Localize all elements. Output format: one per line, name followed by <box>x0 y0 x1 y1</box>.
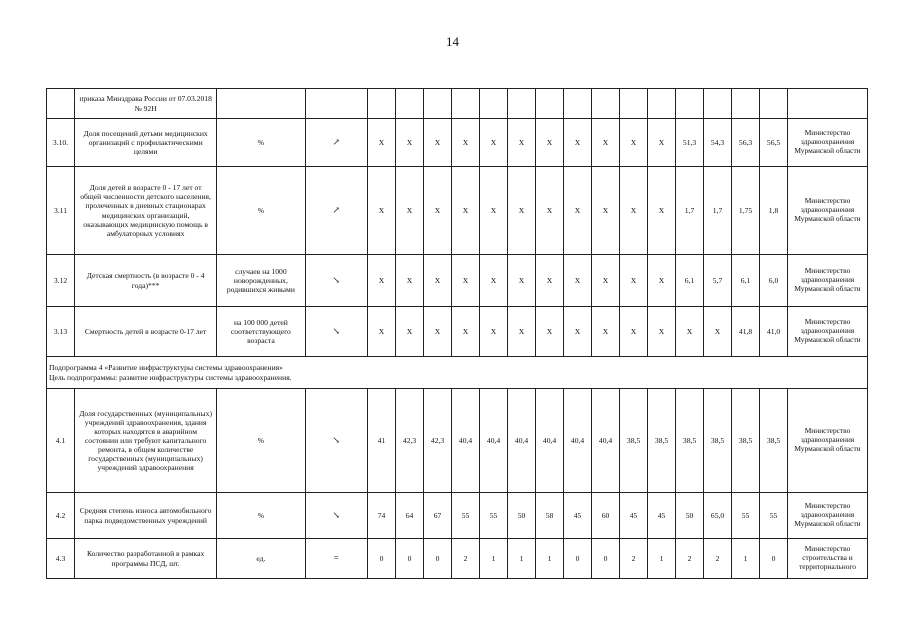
value-cell: X <box>536 255 564 307</box>
value-cell: 56,5 <box>760 119 788 167</box>
empty-cell <box>452 89 480 119</box>
indicator-name-cell: Количество разработанной в рамках программы ПСД, шт. <box>75 539 217 579</box>
table-row <box>47 119 868 167</box>
responsible-cell: Министерство здравоохранения Мурманской области <box>788 307 868 357</box>
responsible-cell: Министерство здравоохранения Мурманской области <box>788 255 868 307</box>
indicator-name-cell: Доля детей в возрасте 0 - 17 лет от общей численности детского населения, пролеченных в дневных стационарах медицинских организаций, оказывающих медицинскую помощь в амбулаторных условиях <box>75 167 217 255</box>
value-cell: X <box>592 255 620 307</box>
empty-cell <box>424 89 452 119</box>
empty-cell <box>508 89 536 119</box>
indicator-name-cell: Доля посещений детьми медицинских организаций с профилактическими целями <box>75 119 217 167</box>
value-cell: X <box>620 119 648 167</box>
value-cell: 45 <box>620 493 648 539</box>
value-cell: 0 <box>564 539 592 579</box>
value-cell: X <box>564 307 592 357</box>
empty-cell <box>788 89 868 119</box>
value-cell: X <box>368 119 396 167</box>
value-cell: X <box>508 255 536 307</box>
unit-cell: % <box>217 119 305 167</box>
value-cell: X <box>620 307 648 357</box>
table-row <box>47 389 868 493</box>
section-row <box>47 357 868 389</box>
value-cell: X <box>536 119 564 167</box>
value-cell: 55 <box>732 493 760 539</box>
indicator-name-cell: Детская смертность (в возрасте 0 - 4 года)*** <box>75 255 217 307</box>
table-row <box>47 539 868 579</box>
value-cell: X <box>536 167 564 255</box>
empty-cell <box>760 89 788 119</box>
trend-arrow-icon: ↘ <box>305 389 367 493</box>
value-cell: X <box>424 307 452 357</box>
value-cell: 38,5 <box>620 389 648 493</box>
subprogram-goal: Цель подпрограммы: развитие инфраструктуры системы здравоохранения. <box>49 372 292 382</box>
empty-cell <box>305 89 367 119</box>
value-cell: X <box>396 119 424 167</box>
table-row <box>47 89 868 119</box>
value-cell: 74 <box>368 493 396 539</box>
value-cell: X <box>452 255 480 307</box>
trend-arrow-icon: ↗ <box>305 119 367 167</box>
indicator-name-cell: Средняя степень износа автомобильного парка подведомственных учреждений <box>75 493 217 539</box>
empty-cell <box>592 89 620 119</box>
value-cell: X <box>396 307 424 357</box>
value-cell: 2 <box>452 539 480 579</box>
section-header <box>47 357 868 389</box>
value-cell: 38,5 <box>648 389 676 493</box>
value-cell: X <box>648 307 676 357</box>
value-cell: 5,7 <box>704 255 732 307</box>
value-cell: 55 <box>480 493 508 539</box>
value-cell: 2 <box>620 539 648 579</box>
value-cell: X <box>424 119 452 167</box>
value-cell: 58 <box>536 493 564 539</box>
value-cell: X <box>620 167 648 255</box>
value-cell: 64 <box>396 493 424 539</box>
value-cell: X <box>368 167 396 255</box>
trend-arrow-icon: = <box>305 539 367 579</box>
value-cell: X <box>508 167 536 255</box>
responsible-cell: Министерство здравоохранения Мурманской области <box>788 167 868 255</box>
value-cell: 6,0 <box>760 255 788 307</box>
row-number-cell: 3.10. <box>47 119 75 167</box>
responsible-cell: Министерство здравоохранения Мурманской области <box>788 389 868 493</box>
value-cell: 1,7 <box>704 167 732 255</box>
value-cell: 54,3 <box>704 119 732 167</box>
value-cell: X <box>648 167 676 255</box>
value-cell: 42,3 <box>424 389 452 493</box>
empty-cell <box>480 89 508 119</box>
row-number-cell: 4.1 <box>47 389 75 493</box>
table-row <box>47 493 868 539</box>
value-cell: X <box>508 119 536 167</box>
value-cell: 1 <box>480 539 508 579</box>
value-cell: 38,5 <box>676 389 704 493</box>
value-cell: X <box>508 307 536 357</box>
value-cell: X <box>592 119 620 167</box>
value-cell: 38,5 <box>704 389 732 493</box>
value-cell: X <box>368 307 396 357</box>
value-cell: X <box>424 255 452 307</box>
empty-cell <box>704 89 732 119</box>
value-cell: 40,4 <box>480 389 508 493</box>
unit-cell: на 100 000 детей соответствующего возраста <box>217 307 305 357</box>
value-cell: 1,7 <box>676 167 704 255</box>
trend-arrow-icon: ↗ <box>305 167 367 255</box>
value-cell: X <box>536 307 564 357</box>
value-cell: 50 <box>508 493 536 539</box>
empty-cell <box>676 89 704 119</box>
trend-arrow-icon: ↘ <box>305 255 367 307</box>
value-cell: X <box>620 255 648 307</box>
value-cell: X <box>452 119 480 167</box>
empty-cell <box>732 89 760 119</box>
value-cell: 55 <box>760 493 788 539</box>
value-cell: X <box>648 255 676 307</box>
row-number-cell <box>47 89 75 119</box>
row-number-cell: 3.11 <box>47 167 75 255</box>
value-cell: 56,3 <box>732 119 760 167</box>
value-cell: X <box>396 255 424 307</box>
row-number-cell: 4.2 <box>47 493 75 539</box>
value-cell: X <box>564 255 592 307</box>
empty-cell <box>564 89 592 119</box>
value-cell: 45 <box>648 493 676 539</box>
table-row <box>47 255 868 307</box>
value-cell: 40,4 <box>452 389 480 493</box>
row-number-cell: 3.12 <box>47 255 75 307</box>
value-cell: 1 <box>508 539 536 579</box>
value-cell: 6,1 <box>676 255 704 307</box>
value-cell: 50 <box>676 493 704 539</box>
table-row <box>47 167 868 255</box>
value-cell: 40,4 <box>508 389 536 493</box>
value-cell: X <box>368 255 396 307</box>
row-number-cell: 4.3 <box>47 539 75 579</box>
value-cell: 1,8 <box>760 167 788 255</box>
unit-cell: % <box>217 167 305 255</box>
value-cell: 0 <box>424 539 452 579</box>
subprogram-title: Подпрограмма 4 «Развитие инфраструктуры системы здравоохранения» <box>49 363 283 373</box>
value-cell: 55 <box>452 493 480 539</box>
empty-cell <box>396 89 424 119</box>
value-cell: 38,5 <box>760 389 788 493</box>
value-cell: X <box>480 119 508 167</box>
responsible-cell: Министерство строительства и территориального <box>788 539 868 579</box>
value-cell: 67 <box>424 493 452 539</box>
value-cell: 51,3 <box>676 119 704 167</box>
unit-cell: % <box>217 493 305 539</box>
indicator-name-cell: Доля государственных (муниципальных) учреждений здравоохранения, здания которых находятся в аварийном состоянии или требуют капитального ремонта, в общем количестве государственных (муниципальных) учреждений здравоохранения <box>75 389 217 493</box>
unit-cell: ед. <box>217 539 305 579</box>
value-cell: X <box>424 167 452 255</box>
indicator-name-cell: приказа Минздрава России от 07.03.2018 № 92Н <box>75 89 217 119</box>
unit-cell: случаев на 1000 новорожденных, родившихся живыми <box>217 255 305 307</box>
value-cell: X <box>564 119 592 167</box>
value-cell: X <box>452 307 480 357</box>
unit-cell: % <box>217 389 305 493</box>
value-cell: 38,5 <box>732 389 760 493</box>
table-row <box>47 307 868 357</box>
value-cell: X <box>396 167 424 255</box>
value-cell: 0 <box>760 539 788 579</box>
trend-arrow-icon: ↘ <box>305 493 367 539</box>
value-cell: X <box>480 255 508 307</box>
value-cell: X <box>452 167 480 255</box>
value-cell: 2 <box>704 539 732 579</box>
page-number: 14 <box>446 34 459 49</box>
responsible-cell: Министерство здравоохранения Мурманской области <box>788 493 868 539</box>
value-cell: 2 <box>676 539 704 579</box>
value-cell: 65,0 <box>704 493 732 539</box>
value-cell: 41,8 <box>732 307 760 357</box>
value-cell: 0 <box>368 539 396 579</box>
value-cell: 1,75 <box>732 167 760 255</box>
value-cell: X <box>480 307 508 357</box>
empty-cell <box>536 89 564 119</box>
value-cell: 60 <box>592 493 620 539</box>
value-cell: 41,0 <box>760 307 788 357</box>
empty-cell <box>217 89 305 119</box>
value-cell: X <box>704 307 732 357</box>
value-cell: 41 <box>368 389 396 493</box>
indicators-table <box>46 88 868 579</box>
value-cell: 45 <box>564 493 592 539</box>
value-cell: X <box>480 167 508 255</box>
value-cell: 1 <box>536 539 564 579</box>
value-cell: 40,4 <box>592 389 620 493</box>
trend-arrow-icon: ↘ <box>305 307 367 357</box>
value-cell: X <box>676 307 704 357</box>
responsible-cell: Министерство здравоохранения Мурманской области <box>788 119 868 167</box>
value-cell: X <box>592 167 620 255</box>
row-number-cell: 3.13 <box>47 307 75 357</box>
value-cell: 6,1 <box>732 255 760 307</box>
empty-cell <box>620 89 648 119</box>
value-cell: 1 <box>732 539 760 579</box>
indicator-name-cell: Смертность детей в возрасте 0-17 лет <box>75 307 217 357</box>
value-cell: 0 <box>592 539 620 579</box>
value-cell: X <box>648 119 676 167</box>
value-cell: 0 <box>396 539 424 579</box>
value-cell: 1 <box>648 539 676 579</box>
value-cell: X <box>592 307 620 357</box>
value-cell: 42,3 <box>396 389 424 493</box>
value-cell: 40,4 <box>564 389 592 493</box>
value-cell: X <box>564 167 592 255</box>
empty-cell <box>648 89 676 119</box>
value-cell: 40,4 <box>536 389 564 493</box>
empty-cell <box>368 89 396 119</box>
